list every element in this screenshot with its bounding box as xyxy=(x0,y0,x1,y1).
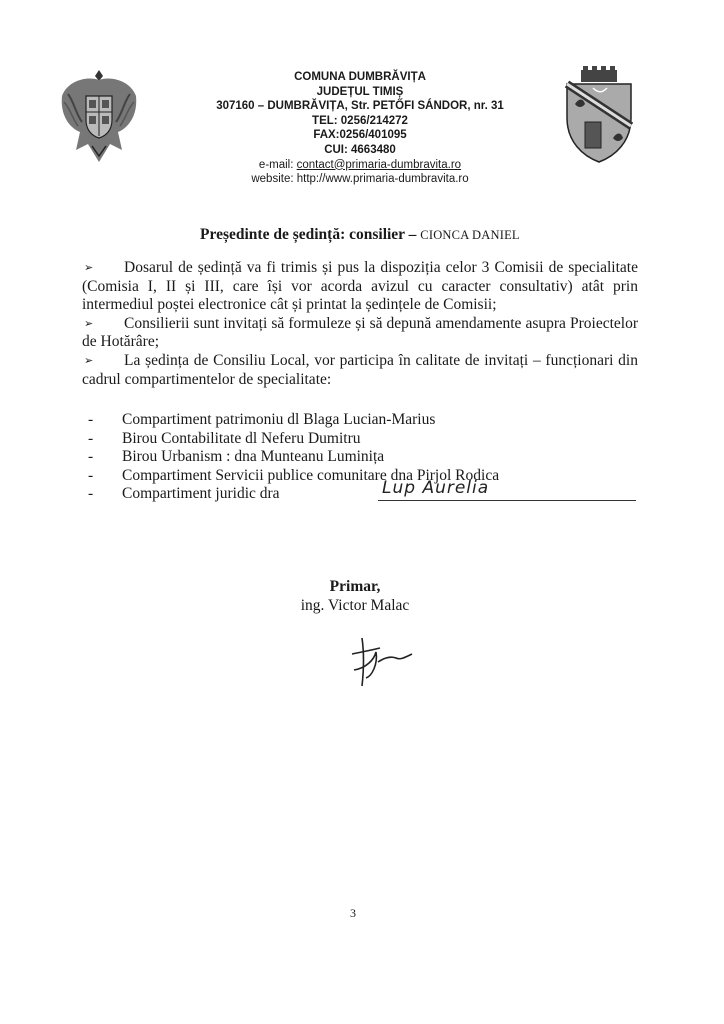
attendee-text: Compartiment patrimoniu dl Blaga Lucian-Marius xyxy=(122,411,436,428)
attendee-text: Birou Contabilitate dl Neferu Dumitru xyxy=(122,429,361,447)
county-name: JUDEȚUL TIMIȘ xyxy=(316,85,404,98)
paragraph-amendments xyxy=(82,315,638,352)
dash-bullet-icon: - xyxy=(88,411,94,428)
website[interactable]: website: http://www.primaria-dumbravita.ro xyxy=(251,173,469,186)
arrow-bullet-icon: ➢ xyxy=(84,316,94,330)
paragraph-text: Consilierii sunt invitați să formuleze și să depună amendamente asupra Proiectelor de Hotărâre; xyxy=(82,314,638,351)
paragraph-text: La ședința de Consiliu Local, vor participa în calitate de invitați – funcționari din cadrul compartimentelor de specialitate: xyxy=(82,351,638,388)
arrow-bullet-icon: ➢ xyxy=(84,261,94,274)
attendee-list xyxy=(82,411,642,504)
letterhead xyxy=(150,70,570,187)
attendee-text: Birou Urbanism : dna Munteanu Luminița xyxy=(122,448,385,465)
email-label: e-mail: xyxy=(258,158,297,171)
mayor-name: ing. Victor Malac xyxy=(300,596,410,614)
arrow-bullet-icon: ➢ xyxy=(84,353,94,367)
dash-bullet-icon: - xyxy=(88,466,94,484)
romania-coat-of-arms-icon xyxy=(58,66,140,170)
address: 307160 – DUMBRĂVIȚA, Str. PETŐFI SÁNDOR, nr. 31 xyxy=(216,100,504,113)
notice-body xyxy=(82,259,638,389)
list-item xyxy=(82,478,642,504)
paragraph-text: Dosarul de ședință va fi trimis și pus la dispoziția celor 3 Comisii de specialitate (Comisia I, II și III, care își vor acorda avizul cu caracter consultativ) atât prin intermediul poștei electronice cât și printat la ședințele de Comisii; xyxy=(82,259,638,314)
list-item xyxy=(82,411,642,430)
president-name: CIONCA DANIEL xyxy=(420,228,520,242)
dash-bullet-icon: - xyxy=(88,485,94,502)
mayor-title: Primar, xyxy=(329,578,381,595)
handwritten-name: Lup Aurelia xyxy=(382,478,490,498)
phone: TEL: 0256/214272 xyxy=(312,114,408,127)
list-item xyxy=(82,430,642,449)
attendee-text: Compartiment juridic dra xyxy=(122,485,280,502)
list-item xyxy=(82,467,642,486)
president-label: Președinte de ședință: consilier – xyxy=(200,226,421,243)
dash-bullet-icon: - xyxy=(88,429,94,447)
session-president xyxy=(200,226,520,244)
paragraph-invitees xyxy=(82,352,638,389)
cui: CUI: 4663480 xyxy=(324,143,396,156)
fill-in-line xyxy=(378,500,636,501)
attendee-text: Compartiment Servicii publice comunitare dna Pirjol Rodica xyxy=(122,466,500,484)
paragraph-file-distribution xyxy=(82,259,638,315)
commune-name: COMUNA DUMBRĂVIȚA xyxy=(294,71,426,83)
dumbravita-coat-of-arms-icon xyxy=(563,66,635,166)
fax: FAX:0256/401095 xyxy=(313,129,407,142)
email-link[interactable]: contact@primaria-dumbravita.ro xyxy=(296,158,462,171)
mayor-signature-icon xyxy=(348,632,416,690)
list-item xyxy=(82,448,642,467)
mayor-block xyxy=(200,578,510,615)
email-line xyxy=(150,158,570,173)
page-number: 3 xyxy=(350,906,356,920)
dash-bullet-icon: - xyxy=(88,448,94,465)
